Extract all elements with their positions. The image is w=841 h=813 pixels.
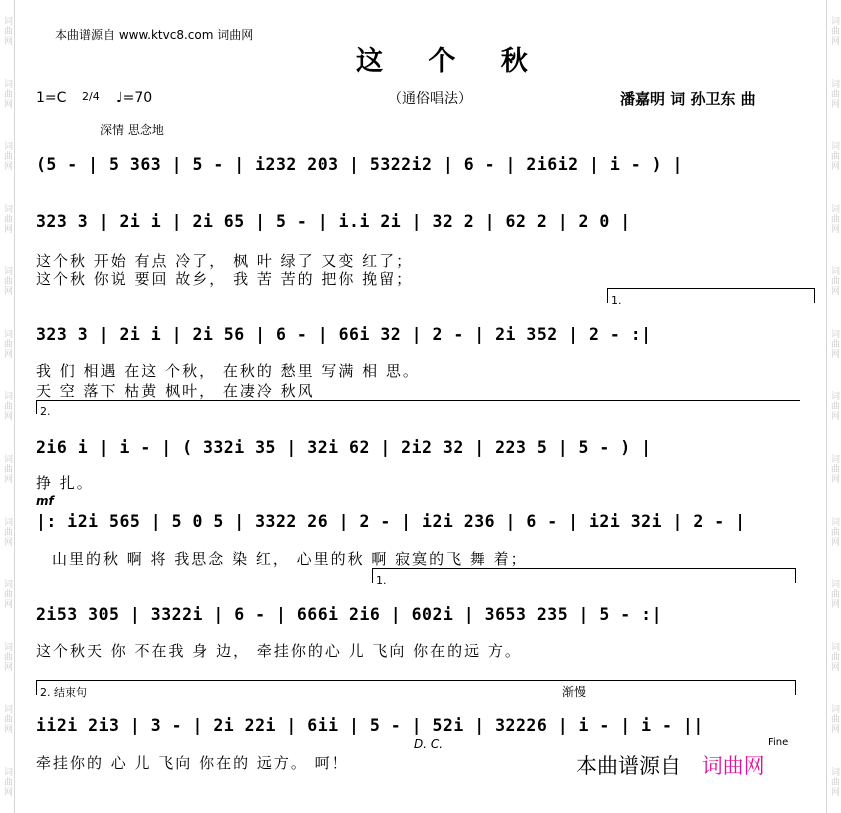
watermark-text: 词曲网 [829,78,839,109]
brand-name: 词曲网 [701,754,765,778]
lyric-line-verse1-a: 这个秋 开始 有点 冷了， 枫 叶 绿了 又变 红了； [36,252,414,270]
watermark-text: 词曲网 [829,391,839,422]
lyric-line-verse2-b: 天 空 落下 枯黄 枫叶， 在凄冷 秋风 [36,382,315,400]
watermark-text: 词曲网 [829,641,839,672]
lyric-line-chorus-b: 这个秋天 你 不在我 身 边， 牵挂你的心 儿 飞向 你在的远 方。 [36,642,522,660]
notation-row-bridge: 2i6 i | i - | ( 332i 35 | 32i 62 | 2i2 32 | 223 5 | 5 - ) | [36,438,652,457]
volta-line-second [36,400,800,401]
key-signature: 1=C [36,90,67,106]
left-border-line [14,0,15,813]
dynamic-mark: mf [36,494,54,508]
watermark-text: 词曲网 [829,579,839,610]
watermark-text: 词曲网 [829,766,839,797]
volta-bracket-second: 2. [36,400,67,414]
watermark-text: 词曲网 [2,704,12,735]
notation-row-chorus-a: |: i2i 565 | 5 0 5 | 3322 26 | 2 - | i2i 236 | 6 - | i2i 32i | 2 - | [36,512,746,531]
lyric-line-chorus-a: 山里的秋 啊 将 我思念 染 红， 心里的秋 啊 寂寞的飞 舞 着； [52,550,528,568]
watermark-text: 词曲网 [829,141,839,172]
watermark-text: 词曲网 [2,78,12,109]
watermark-text: 词曲网 [2,766,12,797]
expression-mark: 深情 思念地 [100,123,164,137]
watermark-text: 词曲网 [829,516,839,547]
lyric-line-bridge: 挣 扎。 [36,474,94,492]
footer-brand [576,750,765,780]
credits: 潘嘉明 词 孙卫东 曲 [620,90,756,108]
watermark-text: 词曲网 [2,266,12,297]
volta-bracket-first: 1. [607,288,815,303]
volta-bracket-chorus-first: 1. [372,568,796,583]
ritardando-mark: 渐慢 [562,685,587,699]
watermark-text: 词曲网 [2,391,12,422]
notation-row-intro: (5 - | 5 363 | 5 - | i232 203 | 5322i2 | 6 - | 2i6i2 | i - ) | [36,155,683,174]
lyric-line-verse2-a: 这个秋 你说 要回 故乡， 我 苦 苦的 把你 挽留； [36,270,414,288]
watermark-text: 词曲网 [829,16,839,47]
da-capo-mark: D. C. [414,737,444,751]
watermark-text: 词曲网 [2,579,12,610]
lyric-line-ending: 牵挂你的 心 儿 飞向 你在的 远方。 呵！ [36,754,349,772]
song-title: 这 个 秋 [356,46,546,77]
notation-row-ending: ii2i 2i3 | 3 - | 2i 22i | 6ii | 5 - | 52i | 32226 | i - | i - || [36,716,704,735]
source-line: 本曲谱源自 www.ktvc8.com 词曲网 [55,28,254,42]
tempo-mark: ♩=70 [116,90,153,106]
brand-prefix: 本曲谱源自 [576,754,681,778]
watermark-text: 词曲网 [829,328,839,359]
fine-mark: Fine [768,737,789,748]
watermark-text: 词曲网 [829,203,839,234]
watermark-text: 词曲网 [829,453,839,484]
lyric-line-verse1-b: 我 们 相遇 在这 个秋， 在秋的 愁里 写满 相 思。 [36,362,420,380]
notation-row-verse-b: 323 3 | 2i i | 2i 56 | 6 - | 66i 32 | 2 - | 2i 352 | 2 - :| [36,325,652,344]
watermark-text: 词曲网 [2,453,12,484]
watermark-text: 词曲网 [2,641,12,672]
right-watermark-strip [827,0,841,813]
watermark-text: 词曲网 [2,16,12,47]
watermark-text: 词曲网 [2,141,12,172]
watermark-text: 词曲网 [2,516,12,547]
time-signature: 2/4 [82,90,100,103]
notation-row-verse-a: 323 3 | 2i i | 2i 65 | 5 - | i.i 2i | 32 2 | 62 2 | 2 0 | [36,212,631,231]
watermark-text: 词曲网 [829,704,839,735]
watermark-text: 词曲网 [2,328,12,359]
watermark-text: 词曲网 [2,203,12,234]
performance-style: （通俗唱法） [388,91,472,107]
volta-bracket-ending: 2. 结束句 [36,680,796,695]
notation-row-chorus-b: 2i53 305 | 3322i | 6 - | 666i 2i6 | 602i | 3653 235 | 5 - :| [36,605,663,624]
left-watermark-strip [0,0,14,813]
watermark-text: 词曲网 [829,266,839,297]
